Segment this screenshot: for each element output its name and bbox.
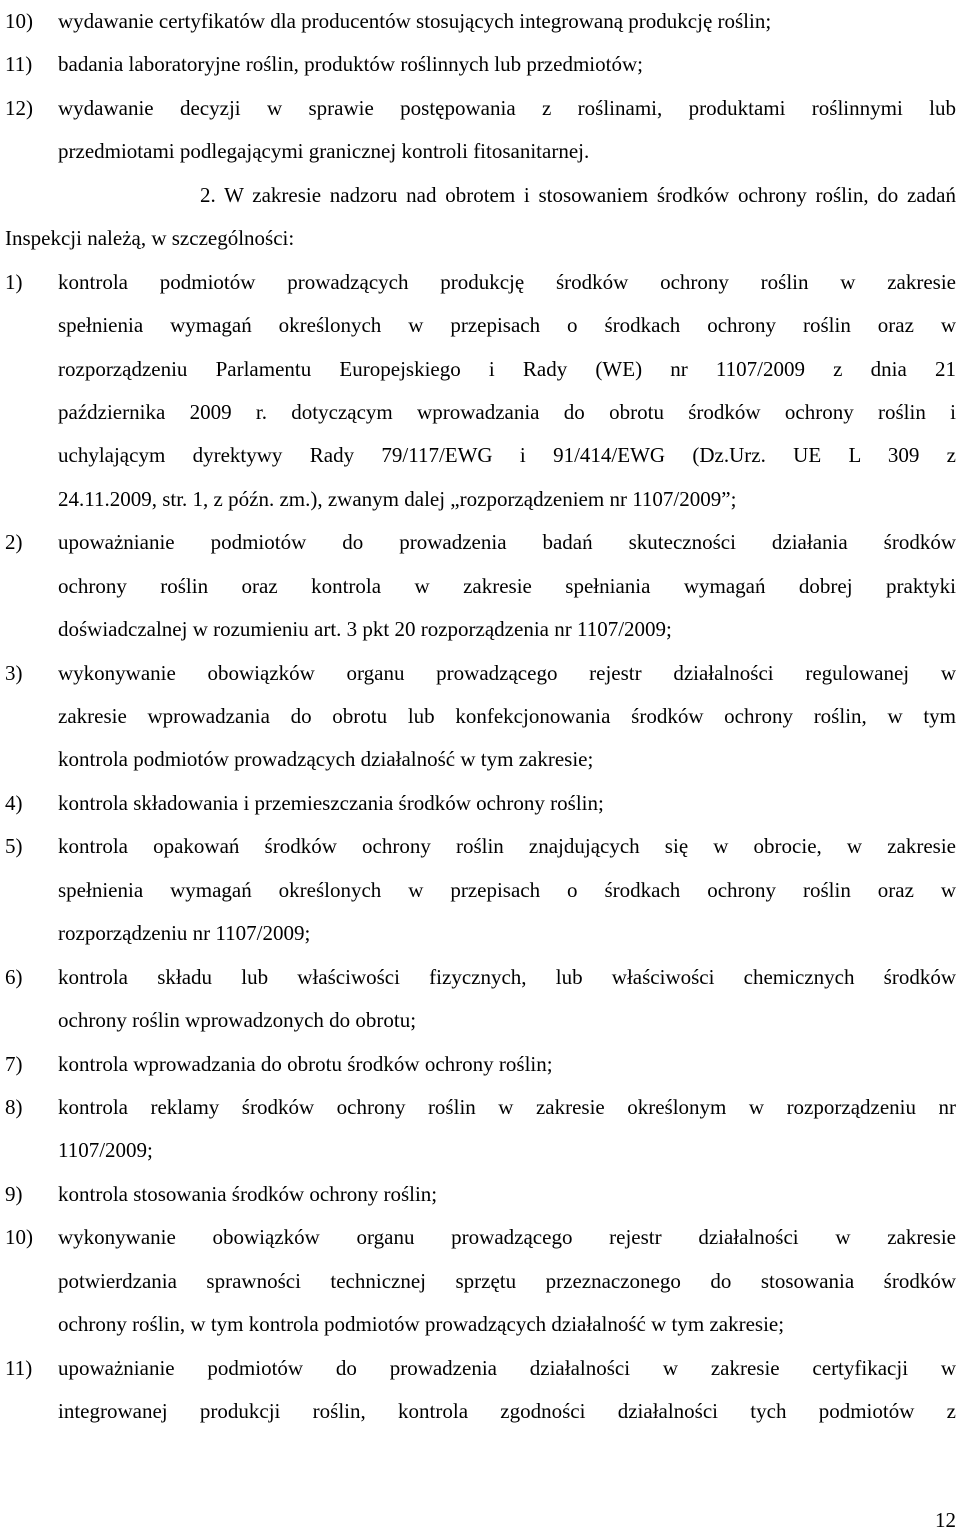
line-text: wydawanie decyzji w sprawie postępowania z roślinami, produktami roślinnymi lub — [58, 95, 956, 120]
line-text: rozporządzeniu nr 1107/2009; — [58, 921, 311, 946]
line-text: 24.11.2009, str. 1, z późn. zm.), zwanym dalej „rozporządzeniem nr 1107/2009”; — [58, 486, 737, 511]
line-text: wykonywanie obowiązków organu prowadzącego rejestr działalności w zakresie — [58, 1225, 956, 1250]
list-item-number: 7) — [5, 1051, 23, 1076]
list-item-number: 12) — [5, 95, 33, 120]
list-item-number: 11) — [5, 52, 33, 77]
line-text: spełnienia wymagań określonych w przepisach o środkach ochrony roślin oraz w — [58, 877, 956, 902]
document-line — [5, 261, 956, 304]
list-item-number: 10) — [5, 9, 33, 33]
list-item-number: 9) — [5, 1181, 23, 1206]
line-text: kontrola reklamy środków ochrony roślin w zakresie określonym w rozporządzeniu nr — [58, 1094, 956, 1119]
list-item-number: 4) — [5, 790, 23, 815]
document-line — [5, 956, 956, 999]
document-line — [5, 0, 956, 43]
line-text: rozporządzeniu Parlamentu Europejskiego i Rady (WE) nr 1107/2009 z dnia 21 — [58, 356, 956, 381]
document-line — [5, 391, 956, 434]
document-line — [5, 1043, 956, 1086]
document-line — [5, 1347, 956, 1390]
line-text: ochrony roślin, w tym kontrola podmiotów prowadzących działalność w tym zakresie; — [58, 1312, 785, 1337]
document-line — [5, 87, 956, 130]
document-line — [5, 652, 956, 695]
list-item-number: 3) — [5, 660, 23, 685]
list-item-number: 2) — [5, 530, 23, 555]
line-text: wydawanie certyfikatów dla producentów stosujących integrowaną produkcję roślin; — [58, 9, 772, 33]
line-text: kontrola stosowania środków ochrony roślin; — [58, 1181, 438, 1206]
document-line — [5, 695, 956, 738]
line-text: przedmiotami podlegającymi granicznej kontroli fitosanitarnej. — [58, 139, 590, 164]
line-text: kontrola opakowań środków ochrony roślin znajdujących się w obrocie, w zakresie — [58, 834, 956, 859]
document-line — [5, 1260, 956, 1303]
document-line — [5, 217, 956, 260]
document-line — [5, 1173, 956, 1216]
document-line — [5, 1216, 956, 1259]
document-line — [5, 174, 956, 217]
line-text: Inspekcji należą, w szczególności: — [5, 226, 295, 251]
document-line — [5, 434, 956, 477]
line-text: kontrola wprowadzania do obrotu środków ochrony roślin; — [58, 1051, 553, 1076]
document-line — [5, 1086, 956, 1129]
document-line — [5, 912, 956, 955]
line-text: upoważnianie podmiotów do prowadzenia działalności w zakresie certyfikacji w — [58, 1355, 956, 1380]
line-text: zakresie wprowadzania do obrotu lub konfekcjonowania środków ochrony roślin, w tym — [58, 704, 956, 728]
document-line — [5, 43, 956, 86]
page-number: 12 — [935, 1508, 956, 1532]
document-line — [5, 304, 956, 347]
list-item-number: 6) — [5, 964, 23, 989]
list-item-number: 5) — [5, 834, 23, 859]
document-line — [5, 869, 956, 912]
line-text: ochrony roślin oraz kontrola w zakresie spełniania wymagań dobrej praktyki — [58, 573, 956, 598]
document-line — [5, 130, 956, 173]
line-text: badania laboratoryjne roślin, produktów roślinnych lub przedmiotów; — [58, 52, 643, 77]
document-line — [5, 478, 956, 521]
line-text: kontrola podmiotów prowadzących produkcję środków ochrony roślin w zakresie — [58, 269, 956, 294]
list-item-number: 10) — [5, 1225, 33, 1250]
line-text: potwierdzania sprawności technicznej sprzętu przeznaczonego do stosowania środków — [58, 1268, 956, 1293]
line-text: wykonywanie obowiązków organu prowadzącego rejestr działalności regulowanej w — [58, 660, 956, 685]
document-line — [5, 825, 956, 868]
line-text: spełnienia wymagań określonych w przepisach o środkach ochrony roślin oraz w — [58, 313, 956, 338]
line-text: kontrola podmiotów prowadzących działalność w tym zakresie; — [58, 747, 594, 772]
line-text: integrowanej produkcji roślin, kontrola zgodności działalności tych podmiotów z — [58, 1399, 956, 1423]
line-text: doświadczalnej w rozumieniu art. 3 pkt 20 rozporządzenia nr 1107/2009; — [58, 617, 672, 642]
document-line — [5, 999, 956, 1042]
line-text: uchylającym dyrektywy Rady 79/117/EWG i 91/414/EWG (Dz.Urz. UE L 309 z — [58, 443, 956, 468]
document-line — [5, 565, 956, 608]
document-line — [5, 1129, 956, 1172]
line-text: października 2009 r. dotyczącym wprowadzania do obrotu środków ochrony roślin i — [58, 399, 956, 424]
document-line — [5, 738, 956, 781]
document-line — [5, 782, 956, 825]
list-item-number: 8) — [5, 1094, 23, 1119]
line-text: kontrola składowania i przemieszczania środków ochrony roślin; — [58, 790, 604, 815]
document-line — [5, 348, 956, 391]
line-text: kontrola składu lub właściwości fizycznych, lub właściwości chemicznych środków — [58, 964, 956, 989]
document-line — [5, 1390, 956, 1433]
document-body — [5, 0, 956, 1433]
document-line — [5, 1303, 956, 1346]
line-text: 1107/2009; — [58, 1138, 153, 1163]
line-text: ochrony roślin wprowadzonych do obrotu; — [58, 1008, 417, 1033]
document-line — [5, 608, 956, 651]
list-item-number: 11) — [5, 1355, 33, 1380]
document-line — [5, 521, 956, 564]
line-text: 2. W zakresie nadzoru nad obrotem i stosowaniem środków ochrony roślin, do zadań — [200, 182, 956, 207]
line-text: upoważnianie podmiotów do prowadzenia badań skuteczności działania środków — [58, 530, 956, 555]
list-item-number: 1) — [5, 269, 23, 294]
